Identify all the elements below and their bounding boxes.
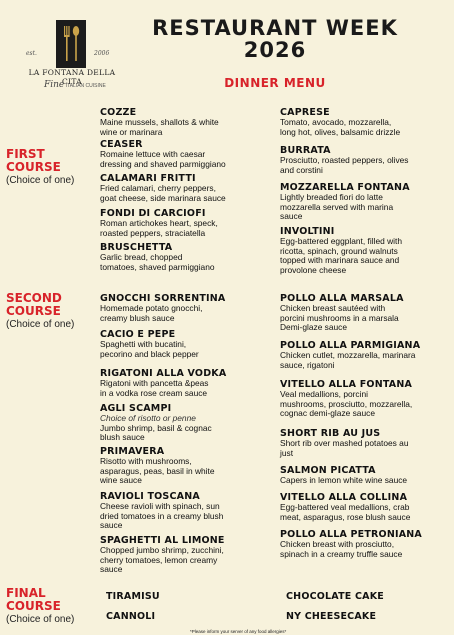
first-course-label	[6, 148, 74, 187]
title-line-2: 2026	[243, 38, 307, 62]
dish-name: MOZZARELLA FONTANA	[280, 182, 410, 193]
dish-vitello-alla-collina	[280, 492, 454, 522]
dish-gnocchi-sorrentina	[100, 293, 280, 323]
dish-cacio-e-pepe	[100, 329, 280, 359]
dish-name: TIRAMISU	[106, 591, 160, 602]
dish-desc: Rigatoni with pancetta &peas	[100, 378, 209, 388]
dish-desc: Chicken breast with prosciutto,	[280, 539, 395, 549]
dish-chocolate-cake	[286, 591, 454, 602]
dish-desc: Capers in lemon white wine sauce	[280, 475, 408, 485]
dish-name: SHORT RIB AU JUS	[280, 428, 381, 439]
dish-cannoli	[106, 611, 286, 622]
course-note: (Choice of one)	[6, 175, 75, 186]
dish-name: RIGATONI ALLA VODKA	[100, 368, 227, 379]
dish-desc: Romaine lettuce with caesar	[100, 149, 206, 159]
dish-caprese	[280, 107, 454, 137]
dish-name: CANNOLI	[106, 611, 156, 622]
dish-desc: Spaghetti with bucatini,	[100, 339, 187, 349]
dish-desc: Lightly breaded fiori do latte	[280, 192, 383, 202]
dish-desc: pecorino and black pepper	[100, 348, 199, 359]
dish-desc: cognac demi-glaze sauce	[280, 408, 375, 418]
dish-desc: wine or marinara	[100, 126, 163, 137]
dish-name: BURRATA	[280, 145, 331, 156]
dish-desc: sauce	[100, 520, 123, 530]
allergy-note: *Please inform your server of any food allergies*	[190, 629, 287, 634]
dish-name: VITELLO ALLA COLLINA	[280, 492, 408, 503]
dish-primavera	[100, 446, 280, 486]
dish-name: AGLI SCAMPI	[100, 403, 172, 414]
dish-name: CACIO E PEPE	[100, 329, 176, 340]
dish-desc: long hot, olives, balsamic drizzle	[280, 126, 401, 137]
dish-name: PRIMAVERA	[100, 446, 165, 457]
dish-involtini	[280, 226, 454, 275]
dish-vitello-alla-fontana	[280, 379, 454, 419]
course-note: (Choice of one)	[6, 614, 75, 625]
page-title	[128, 17, 422, 61]
dish-calamari-fritti	[100, 173, 280, 203]
dish-desc: roasted peppers, straciatella	[100, 227, 206, 238]
dish-desc: Short rib over mashed potatoes au	[280, 438, 409, 448]
dish-name: INVOLTINI	[280, 226, 335, 237]
dish-name: POLLO ALLA PETRONIANA	[280, 529, 422, 540]
logo-year: 2006	[94, 50, 110, 57]
dish-desc: tomatoes, shaved parmiggiano	[100, 261, 215, 272]
dish-name: CALAMARI FRITTI	[100, 173, 196, 184]
dish-desc: Prosciutto, roasted peppers, olives	[280, 155, 409, 165]
dish-desc: cherry tomatoes, lemon creamy	[100, 554, 218, 565]
course-name: FIRST	[6, 147, 45, 161]
dish-desc: Tomato, avocado, mozzarella,	[280, 117, 392, 127]
dish-rigatoni-alla-vodka	[100, 368, 280, 398]
dish-desc: meat, asparagus, rose blush sauce	[280, 511, 411, 522]
dish-desc: provolone cheese	[280, 264, 347, 275]
dish-desc: in a vodka rose cream sauce	[100, 387, 208, 398]
logo-name: LA FONTANA DELLA CITA	[28, 68, 116, 86]
dish-desc: sauce	[100, 564, 123, 574]
dish-agli-scampi	[100, 403, 280, 443]
dish-desc: Risotto with mushrooms,	[100, 456, 192, 466]
dish-desc: asparagus, peas, basil in white	[100, 465, 215, 476]
dish-name: GNOCCHI SORRENTINA	[100, 293, 226, 304]
course-name: FINAL	[6, 586, 46, 600]
dish-desc: Garlic bread, chopped	[100, 252, 183, 262]
dish-pollo-alla-marsala	[280, 293, 454, 333]
course-name: COURSE	[6, 304, 61, 318]
dish-desc: blush sauce	[100, 432, 145, 442]
dish-desc: Fried calamari, cherry peppers,	[100, 183, 216, 193]
dish-pollo-alla-petroniana	[280, 529, 454, 559]
dish-desc: Chicken breast sautéed with	[280, 303, 386, 313]
dish-desc: sauce, rigatoni	[280, 359, 335, 370]
dish-desc: wine sauce	[100, 475, 142, 485]
dish-ny-cheesecake	[286, 611, 454, 622]
dish-mozzarella-fontana	[280, 182, 454, 222]
dish-name: FONDI DI CARCIOFI	[100, 208, 206, 219]
dish-cozze	[100, 107, 280, 137]
dish-desc: Maine mussels, shallots & white	[100, 117, 219, 127]
dish-name: POLLO ALLA PARMIGIANA	[280, 340, 421, 351]
dish-desc: Homemade potato gnocchi,	[100, 303, 203, 313]
fork-spoon-icon	[56, 20, 86, 68]
dish-name: SPAGHETTI AL LIMONE	[100, 535, 225, 546]
dish-desc: Jumbo shrimp, basil & cognac	[100, 422, 212, 433]
dish-option-note: Choice of risotto or penne	[100, 413, 196, 423]
logo-tagline	[44, 80, 106, 90]
dish-desc: Veal medallions, porcini	[280, 389, 368, 399]
final-course-label	[6, 587, 74, 626]
course-note: (Choice of one)	[6, 319, 75, 330]
dish-name: COZZE	[100, 107, 137, 118]
dish-ceaser	[100, 139, 280, 169]
dish-name: SALMON PICATTA	[280, 465, 376, 476]
dish-desc: Chopped jumbo shrimp, zucchini,	[100, 545, 224, 555]
dish-spaghetti-al-limone	[100, 535, 280, 575]
dish-desc: dressing and shaved parmiggiano	[100, 158, 226, 169]
course-name: COURSE	[6, 160, 61, 174]
dish-name: RAVIOLI TOSCANA	[100, 491, 200, 502]
dish-desc: Cheese ravioli with spinach, sun	[100, 501, 220, 511]
dish-bruschetta	[100, 242, 280, 272]
title-line-1: RESTAURANT WEEK	[152, 16, 398, 40]
logo-script: Fine	[44, 80, 65, 90]
logo-est: est.	[26, 50, 37, 57]
second-course-label	[6, 292, 74, 331]
dish-desc: just	[280, 447, 294, 458]
dish-name: VITELLO ALLA FONTANA	[280, 379, 413, 390]
dish-desc: Roman artichokes heart, speck,	[100, 218, 218, 228]
course-name: COURSE	[6, 599, 61, 613]
dish-burrata	[280, 145, 454, 175]
page-subtitle: DINNER MENU	[224, 76, 326, 90]
dish-desc: dried tomatoes in a creamy blush	[100, 510, 224, 521]
dish-name: BRUSCHETTA	[100, 242, 173, 253]
dish-desc: sauce	[280, 211, 303, 221]
course-name: SECOND	[6, 291, 62, 305]
dish-name: CHOCOLATE CAKE	[286, 591, 384, 602]
dish-tiramisu	[106, 591, 286, 602]
dish-desc: topped with marinara sauce and	[280, 255, 400, 265]
dish-name: CAPRESE	[280, 107, 330, 118]
dish-short-rib-au-jus	[280, 428, 454, 458]
logo-cuisine: ITALIAN CUISINE	[65, 83, 106, 89]
dish-desc: goat cheese, side marinara sauce	[100, 192, 226, 203]
dish-desc: mozzarella served with marina	[280, 201, 394, 212]
dish-desc: porcini mushrooms in a marsala	[280, 312, 399, 323]
dish-fondi-di-carciofi	[100, 208, 280, 238]
dish-ravioli-toscana	[100, 491, 280, 531]
dish-desc: mushrooms, prosciutto, mozzarella,	[280, 398, 413, 409]
dish-pollo-alla-parmigiana	[280, 340, 454, 370]
dish-desc: ricotta, spinach, ground walnuts	[280, 245, 398, 256]
dish-desc: creamy blush sauce	[100, 312, 175, 323]
dish-name: POLLO ALLA MARSALA	[280, 293, 404, 304]
dish-desc: Demi-glaze sauce	[280, 322, 348, 332]
dish-salmon-picatta	[280, 465, 454, 486]
dish-name: NY CHEESECAKE	[286, 611, 377, 622]
restaurant-logo	[22, 20, 122, 100]
dish-desc: Egg-battered eggplant, filled with	[280, 236, 402, 246]
dish-desc: spinach in a creamy truffle sauce	[280, 548, 403, 559]
dish-desc: Chicken cutlet, mozzarella, marinara	[280, 350, 416, 360]
dish-desc: and corstini	[280, 164, 323, 175]
dish-desc: Egg-battered veal medallions, crab	[280, 502, 410, 512]
dish-name: CEASER	[100, 139, 143, 150]
